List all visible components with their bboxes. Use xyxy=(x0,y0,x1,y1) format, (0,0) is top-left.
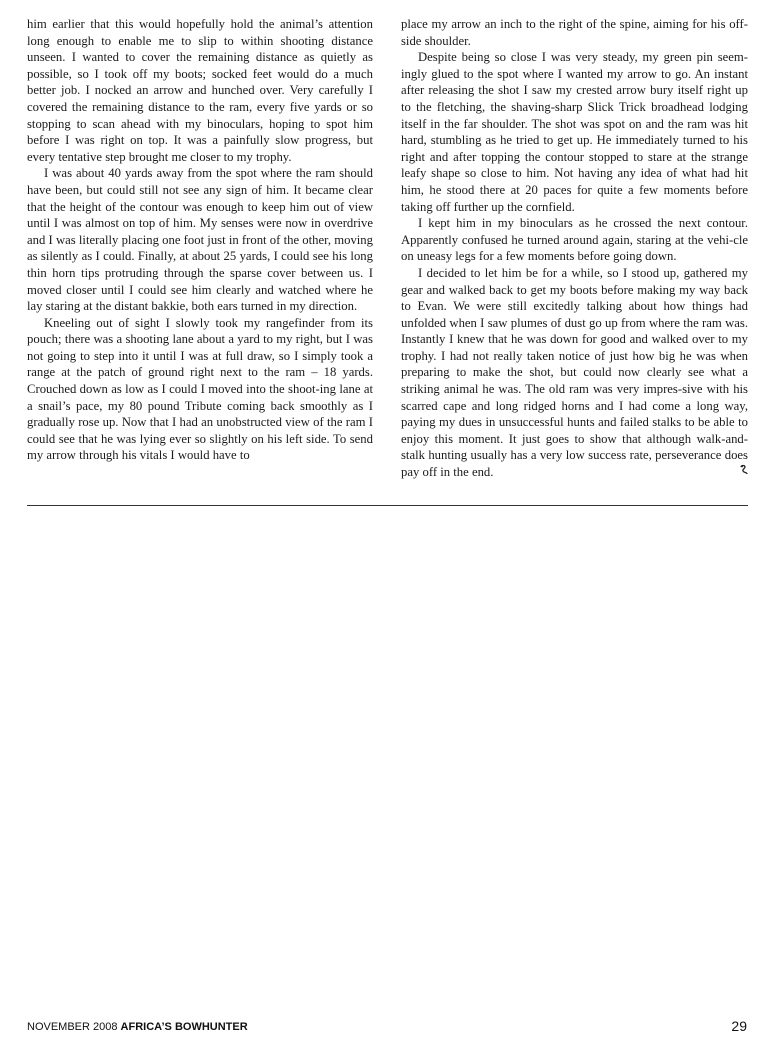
footer-magazine-name: AFRICA’S BOWHUNTER xyxy=(120,1021,248,1033)
paragraph: Despite being so close I was very steady, my green pin seem-ingly glued to the spot where I wanted my arrow to go. An instant after releasing the shot I saw my crested arrow bury itself right up to the fletching, the shaving-sharp Slick Trick broadhead lodging itself in the far shoulder. The shot was spot on and the ram was hit hard, stumbling as he tried to get up. He immediately turned to his right and after topping the contour stopped to stare at the strange leafy shape so close to him. Not having any idea of what had hit him, he stood there at 20 paces for quite a few moments before taking off further up the cornfield. xyxy=(401,50,748,214)
article-column-left xyxy=(27,16,373,464)
paragraph-final-text: I decided to let him be for a while, so I stood up, gathered my gear and walked back to get my boots before making my way back to Evan. We were still excitedly talking about how things had unfolded when I saw plumes of dust go up from where the ram was. Instantly I knew that he was down for good and walked over to my trophy. I had not really taken notice of just how big he was when preparing to make the shot, but could now clearly see what a striking animal he was. The old ram was very impres-sive with his scarred cape and long ridged horns and I had come a long way, paying my dues in unsuccessful hunts and failed stalks to be able to enjoy this moment. It just goes to show that although walk-and-stalk hunting usually has a very low success rate, perseverance does pay off in the end. xyxy=(401,265,748,480)
paragraph-final xyxy=(401,265,748,481)
paragraph: I was about 40 yards away from the spot where the ram should have been, but could still not see any sign of him. It became clear that the height of the contour was enough to keep him out of view until I was almost on top of him. My senses were now in overdrive and I was literally placing one foot just in front of the other, moving as silently as I could. Finally, at about 25 yards, I could see his long thin horn tips protruding through the sparse cover between us. I moved closer until I could see him clearly and watched where he lay staring at the distant bakkie, both ears turned in my direction. xyxy=(27,166,373,314)
article-column-right xyxy=(401,16,748,481)
page-number: 29 xyxy=(731,1018,747,1034)
paragraph: place my arrow an inch to the right of the spine, aiming for his off-side shoulder. xyxy=(401,17,748,48)
footer-issue: NOVEMBER 2008 xyxy=(27,1021,118,1033)
end-of-article-icon xyxy=(722,464,749,481)
column-end-rule xyxy=(27,505,748,506)
footer-issue-line xyxy=(27,1021,248,1033)
paragraph: him earlier that this would hopefully hold the animal’s attention long enough to enable me to slip to within shooting distance unseen. I wanted to cover the remaining distance as quietly as possible, so I took off my boots; socked feet would do a much better job. I nocked an arrow and hunched over. Very carefully I covered the remaining distance to the ram, every five yards or so stopping to scan ahead with my binoculars, hoping to spot him before I was right on top. It was a painfully slow progress, but every tentative step brought me closer to my trophy. xyxy=(27,17,373,164)
paragraph: Kneeling out of sight I slowly took my rangefinder from its pouch; there was a shooting lane about a yard to my right, but I was not going to step into it until I was at full draw, so I simply took a range at the patch of ground right next to the ram – 18 yards. Crouched down as low as I could I moved into the shoot-ing lane at a snail’s pace, my 80 pound Tribute coming back smoothly as I gradually rose up. Now that I had an unobstructed view of the ram I could see that he was lying ever so slightly on his left side. To send my arrow through his vitals I would have to xyxy=(27,315,373,463)
paragraph: I kept him in my binoculars as he crossed the next contour. Apparently confused he turned around again, staring at the vehi-cle on uneasy legs for a few moments before going down. xyxy=(401,216,748,264)
